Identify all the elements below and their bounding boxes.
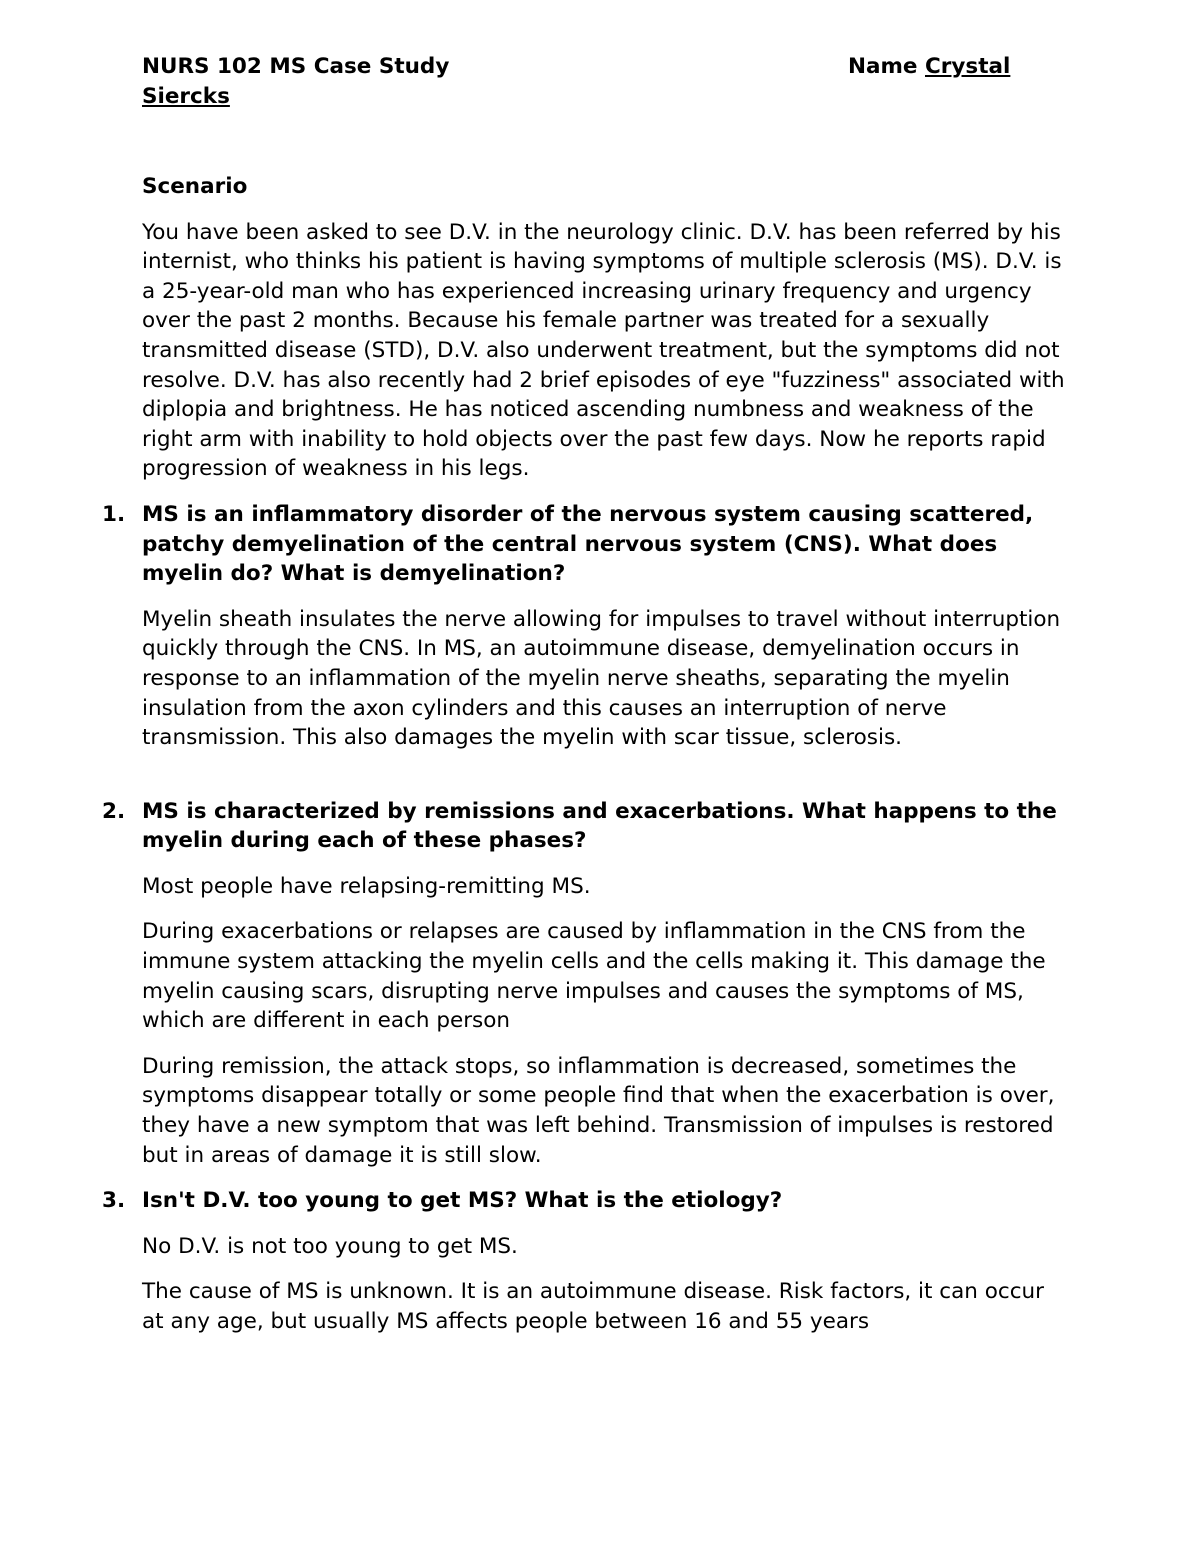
answer-3-paragraph-2: The cause of MS is unknown. It is an autoimmune disease. Risk factors, it can occur at any age, but usually MS affects people between 16 and 55 years: [142, 1279, 1045, 1334]
question-2: [102, 797, 1067, 856]
document-header: [142, 52, 1067, 112]
student-last-name: Siercks: [142, 84, 230, 109]
scenario-text: You have been asked to see D.V. in the neurology clinic. D.V. has been referred by his internist, who thinks his patient is having symptoms of multiple sclerosis (MS). D.V. is a 25-year-old man who has experienced increasing urinary frequency and urgency over the past 2 months. Because his female partner was treated for a sexually transmitted disease (STD), D.V. also underwent treatment, but the symptoms did not resolve. D.V. has also recently had 2 brief episodes of eye "fuzziness" associated with diplopia and brightness. He has noticed ascending numbness and weakness of the right arm with inability to hold objects over the past few days. Now he reports rapid progression of weakness in his legs.: [142, 219, 1065, 482]
answer-2-paragraph-2: During exacerbations or relapses are caused by inflammation in the CNS from the immune system attacking the myelin cells and the cells making it. This damage the myelin causing scars, disrupting nerve impulses and causes the symptoms of MS, which are different in each person: [142, 919, 1046, 1034]
answer-2-paragraph-3: During remission, the attack stops, so inflammation is decreased, sometimes the symptoms disappear totally or some people find that when the exacerbation is over, they have a new symptom that was left behind. Transmission of impulses is restored but in areas of damage it is still slow.: [142, 1053, 1055, 1168]
question-number: 3.: [102, 1188, 126, 1214]
question-number: 1.: [102, 501, 126, 527]
question-number: 2.: [102, 798, 126, 824]
answer-3-paragraph-1: No D.V. is not too young to get MS.: [142, 1233, 518, 1259]
document-page: [102, 52, 1067, 1337]
name-label: Name: [848, 54, 918, 79]
student-name-block: [848, 52, 1010, 82]
question-text: MS is an inflammatory disorder of the nervous system causing scattered, patchy demyelination of the central nervous system (CNS). What does myelin do? What is demyelination?: [142, 501, 1034, 587]
question-3: [102, 1186, 1067, 1216]
question-text: Isn't D.V. too young to get MS? What is the etiology?: [142, 1188, 783, 1214]
student-first-name: Crystal: [925, 54, 1011, 79]
answer-2-paragraph-1: Most people have relapsing-remitting MS.: [142, 873, 591, 899]
question-text: MS is characterized by remissions and exacerbations. What happens to the myelin during each of these phases?: [142, 798, 1057, 854]
scenario-heading: Scenario: [142, 174, 248, 199]
question-1: [102, 500, 1067, 589]
course-title: NURS 102 MS Case Study: [142, 54, 450, 79]
answer-1-paragraph-1: Myelin sheath insulates the nerve allowing for impulses to travel without interruption quickly through the CNS. In MS, an autoimmune disease, demyelination occurs in response to an inflammation of the myelin nerve sheaths, separating the myelin insulation from the axon cylinders and this causes an interruption of nerve transmission. This also damages the myelin with scar tissue, sclerosis.: [142, 606, 1061, 751]
